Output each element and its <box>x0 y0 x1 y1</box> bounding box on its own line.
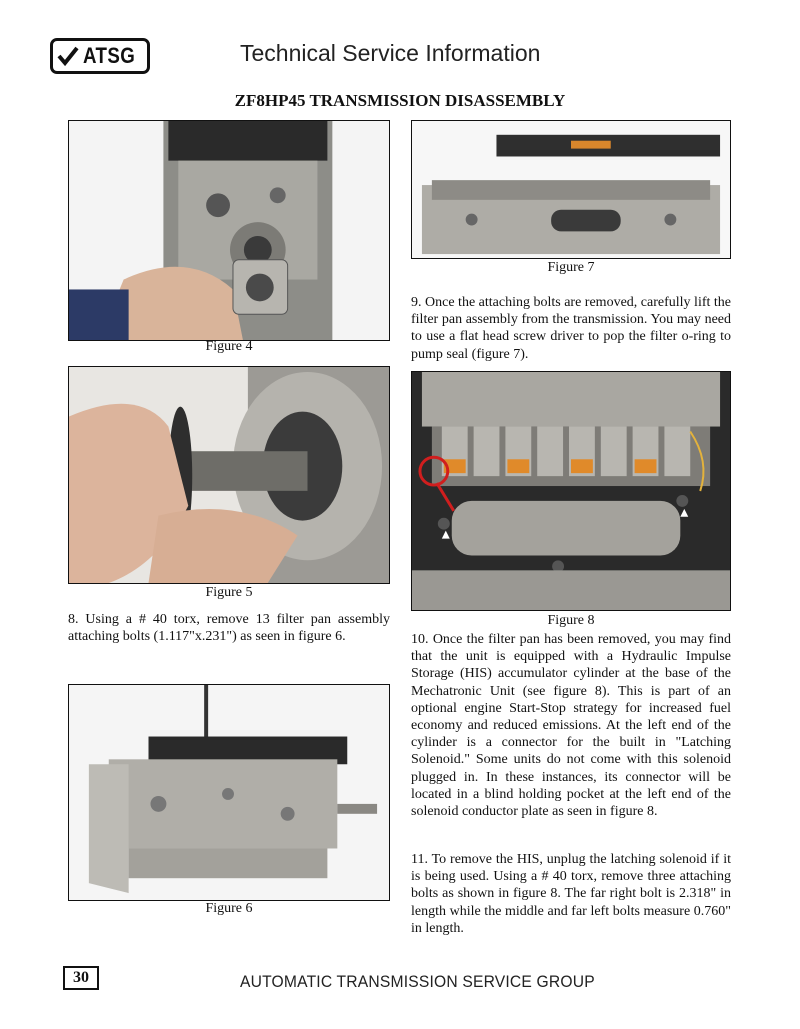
footer-org: AUTOMATIC TRANSMISSION SERVICE GROUP <box>240 972 595 991</box>
checkmark-icon <box>57 45 79 67</box>
figure-4-photo <box>68 120 390 341</box>
figure-8-caption: Figure 8 <box>547 613 595 628</box>
figure-7-caption: Figure 7 <box>547 260 595 275</box>
step-11-text: 11. To remove the HIS, unplug the latching solenoid if it is being used. Using a # 40 torx, remove three attaching bolts as shown in figure 8. The far right bolt is 2.318" in length while the middle and far left bolts measure 0.760" in length. <box>411 852 731 936</box>
document-title: ZF8HP45 TRANSMISSION DISASSEMBLY <box>234 91 566 110</box>
figure-5-caption: Figure 5 <box>205 585 253 600</box>
atsg-logo <box>50 38 150 74</box>
header-title: Technical Service Information <box>240 40 541 66</box>
figure-5-photo <box>68 366 390 584</box>
page-number: 30 <box>63 966 99 990</box>
figure-7-photo <box>411 120 731 259</box>
figure-6-photo <box>68 684 390 901</box>
logo-text: ATSG <box>83 43 136 68</box>
step-9-text: 9. Once the attaching bolts are removed, carefully lift the filter pan assembly from the transmission. You may need to use a flat head screw driver to pop the filter o-ring to pump seal (figure 7). <box>411 295 731 362</box>
figure-4-caption: Figure 4 <box>205 339 253 354</box>
step-8-text: 8. Using a # 40 torx, remove 13 filter pan assembly attaching bolts (1.117"x.231") as seen in figure 6. <box>68 612 390 645</box>
step-10-text: 10. Once the filter pan has been removed, you may find that the unit is equipped with a Hydraulic Impulse Storage (HIS) accumulator cylinder at the base of the Mechatronic Unit (see figure 8). This is part of an optional engine Start-Stop strategy for increased fuel economy and reduced emissions. At the left end of the cylinder is a connector for the built in "Latching Solenoid." Some units do not come with this solenoid plugged in. In these instances, its connector will be located in a blind holding pocket at the left end of the solenoid conductor plate as seen in figure 8. <box>411 632 731 820</box>
figure-6-caption: Figure 6 <box>205 901 253 916</box>
figure-8-photo <box>411 371 731 611</box>
